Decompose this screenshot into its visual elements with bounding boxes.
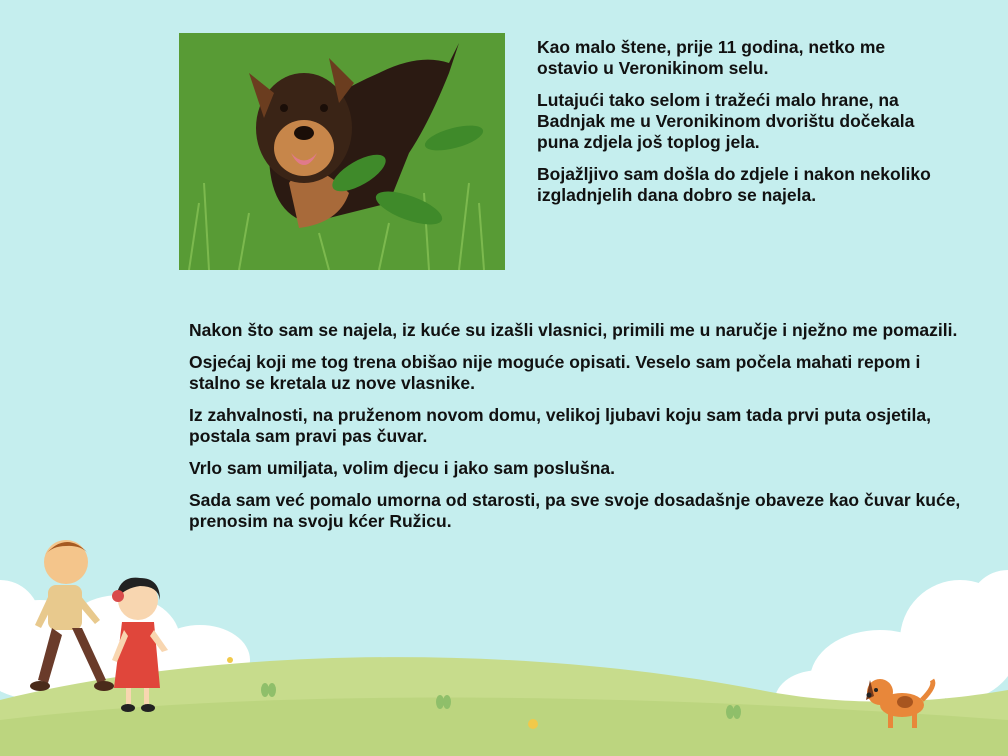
intro-text [537, 37, 937, 217]
paragraph: Sada sam već pomalo umorna od starosti, pa sve svoje dosadašnje obaveze kao čuvar kuće, prenosim na svoju kćer Ružicu. [189, 490, 961, 531]
paragraph: Nakon što sam se najela, iz kuće su izašli vlasnici, primili me u naručje i nježno me pomazili. [189, 320, 958, 340]
paragraph: Kao malo štene, prije 11 godina, netko me ostavio u Veronikinom selu. [537, 37, 886, 78]
dog-photo-image [179, 33, 505, 270]
paragraph: Bojažljivo sam došla do zdjele i nakon nekoliko izgladnjelih dana dobro se najela. [537, 164, 931, 205]
dog-photo [179, 33, 505, 270]
story-text [189, 320, 964, 543]
paragraph: Iz zahvalnosti, na pruženom novom domu, velikoj ljubavi koju sam tada prvi puta osjetila, postala sam pravi pas čuvar. [189, 405, 931, 446]
paragraph: Osjećaj koji me tog trena obišao nije moguće opisati. Veselo sam počela mahati repom i stalno se kretala uz nove vlasnike. [189, 352, 921, 393]
paragraph: Vrlo sam umiljata, volim djecu i jako sam poslušna. [189, 458, 615, 478]
paragraph: Lutajući tako selom i tražeći malo hrane, na Badnjak me u Veronikinom dvorištu dočekala puna zdjela još toplog jela. [537, 90, 915, 152]
